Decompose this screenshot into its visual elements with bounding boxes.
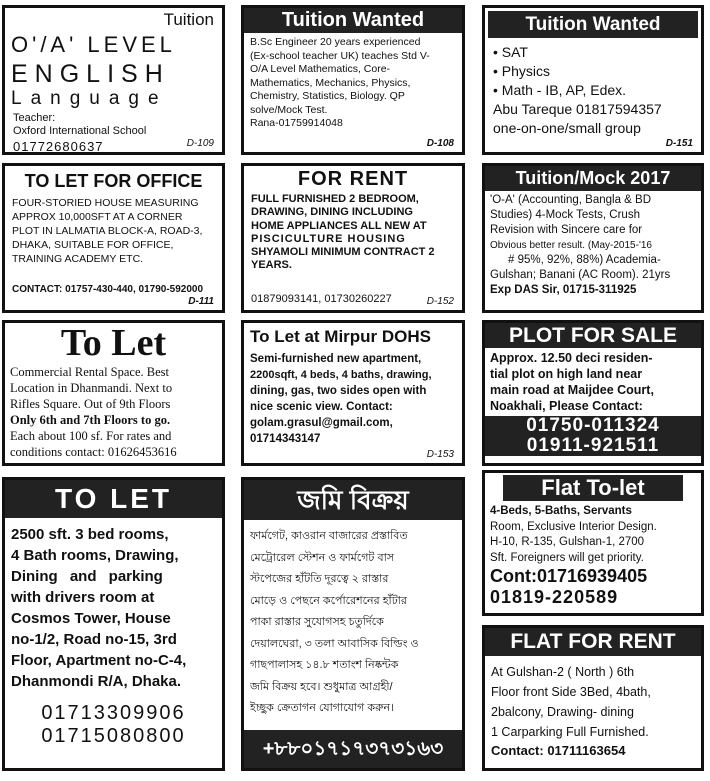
body-line: Revision with Sincere care for	[490, 224, 643, 236]
contact-line: Abu Tareque 01817594357	[493, 101, 662, 117]
body-line: Each about 100 sf. For rates and	[10, 429, 172, 443]
body-line: Floor, Apartment no-C-4,	[11, 652, 187, 669]
body-line: Dining and parking	[11, 568, 163, 585]
body-line: B.Sc Engineer 20 years experienced	[250, 36, 421, 48]
body-line: (Ex-school teacher UK) teaches Std V-	[250, 49, 430, 62]
ad-title: Tuition Wanted	[488, 11, 698, 38]
body-line: 1 Carparking Full Furnished.	[491, 725, 649, 739]
body-line: মোড়ে ও পেছনে কর্পোরেশনের হাঁটার	[250, 594, 407, 607]
body-line: PISCICULTURE HOUSING	[251, 232, 406, 245]
body-line: 01714343147	[250, 433, 321, 445]
ad-code: D-152	[426, 296, 454, 307]
body-line: golam.grasul@gmail.com,	[250, 417, 393, 429]
ad-body	[485, 656, 701, 742]
body-line: FOUR-STORIED HOUSE MEASURING	[12, 197, 199, 209]
body-line: no-1/2, Road no-15, 3rd	[11, 631, 177, 648]
body-line: DRAWING, DINING INCLUDING	[251, 206, 413, 219]
ad-heading-line2: ENGLISH	[11, 60, 170, 88]
body-line: At Gulshan-2 ( North ) 6th	[491, 665, 635, 679]
body-line: পাকা রাস্তার সুযোগসহ চতুর্দিকে	[250, 616, 384, 628]
body-line: Sft. Foreigners will get priority.	[490, 551, 644, 564]
body-line: Room, Exclusive Interior Design.	[490, 520, 657, 533]
body-line: H-10, R-135, Gulshan-1, 2700	[490, 536, 645, 548]
body-line: 4 Bath rooms, Drawing,	[11, 547, 179, 564]
body-line: Dhanmondi R/A, Dhaka.	[11, 673, 182, 690]
ad-heading-line3: Language	[11, 88, 168, 109]
ad-body	[485, 191, 701, 298]
list-item: • SAT	[493, 44, 528, 60]
ad-to-let-cosmos	[2, 477, 225, 771]
body-line: conditions contact: 01626453616	[10, 445, 177, 459]
contact-line: 01879093141, 01730260227	[251, 293, 392, 305]
ad-body	[5, 518, 222, 692]
list-item: • Math - IB, AP, Edex.	[493, 82, 627, 98]
body-line: HOME APPLIANCES ALL NEW AT	[251, 219, 427, 232]
body-line: Commercial Rental Space. Best	[10, 365, 169, 379]
ad-to-let-office	[2, 163, 225, 313]
ad-body	[244, 33, 462, 134]
body-line: Noakhali, Please Contact:	[490, 399, 643, 413]
body-line: Location in Dhanmandi. Next to	[10, 381, 173, 395]
ad-body	[244, 520, 462, 720]
body-line: FULL FURNISHED 2 BEDROOM,	[251, 193, 419, 205]
body-line: with drivers room at	[11, 589, 155, 606]
ad-body	[5, 192, 222, 266]
ad-flat-for-rent-gulshan	[482, 625, 704, 771]
body-line: Mathematics, Mechanics, Physics,	[250, 76, 411, 89]
body-line: solve/Mock Test.	[250, 103, 328, 116]
ad-plot-for-sale	[482, 320, 704, 466]
phone-number: 01713309906	[41, 702, 186, 724]
body-line: Cosmos Tower, House	[11, 610, 171, 627]
ad-title: TO LET	[5, 480, 222, 518]
phone-number: +৮৮০১৭১৭৩৭৩১৬৩	[244, 730, 462, 768]
body-line: Rana-01759914048	[250, 117, 343, 129]
phone-number: 01819-220589	[490, 587, 619, 607]
body-line: মেট্রোরেল স্টেশন ও ফার্মগেট বাস	[250, 551, 395, 564]
ad-code: D-151	[665, 138, 693, 149]
body-line: YEARS.	[251, 259, 292, 272]
body-line: Floor front Side 3Bed, 4bath,	[491, 685, 651, 699]
body-line: 2500 sft. 3 bed rooms,	[11, 526, 169, 543]
body-line: জমি বিক্রয় হবে। শুধুমাত্র আগ্রহী/	[250, 680, 393, 693]
ad-title: Tuition Wanted	[244, 8, 462, 33]
body-line: Gulshan; Banani (AC Room). 21yrs	[490, 269, 671, 281]
body-line: ফার্মগেট, কাওরান বাজারের প্রস্তাবিত	[250, 530, 408, 542]
body-line: APPROX 10,000SFT AT A CORNER	[12, 211, 183, 223]
phone-number: 01772680637	[13, 139, 104, 154]
body-line: Semi-furnished new apartment,	[250, 353, 422, 365]
ad-tuition-wanted-engineer	[241, 5, 465, 155]
ad-flat-to-let-gulshan	[482, 470, 704, 616]
body-line: TRAINING ACADEMY ETC.	[12, 253, 144, 265]
ad-code: D-111	[188, 296, 214, 307]
body-line: dining, gas, two sides open with	[250, 385, 427, 397]
body-line: Obvious better result. (May-2015-'16	[490, 240, 652, 251]
ad-body	[244, 347, 462, 447]
ad-title: To Let	[60, 322, 167, 364]
body-line: ইচ্ছুক ক্রেতাগন যোগাযোগ করুন।	[250, 702, 395, 714]
body-line: স্টপেজের হাঁটতি দূরত্বে ২ রাস্তার	[250, 573, 389, 585]
ad-title: PLOT FOR SALE	[485, 323, 701, 348]
teacher-label: Teacher:	[13, 112, 56, 124]
ad-kicker: Tuition	[163, 10, 214, 29]
ad-title: FLAT FOR RENT	[485, 628, 701, 656]
ad-title: To Let at Mirpur DOHS	[250, 327, 432, 346]
ad-code: D-108	[426, 138, 454, 149]
phone-number: Cont:01716939405	[490, 566, 648, 586]
ad-title: TO LET FOR OFFICE	[24, 171, 203, 191]
contact-line: Contact: 01711163654	[491, 743, 626, 758]
ad-code: D-109	[186, 138, 214, 149]
body-line: Chemistry, Statistics, Biology. QP	[250, 90, 405, 102]
body-line: Only 6th and 7th Floors to go.	[10, 413, 171, 427]
list-item: • Physics	[493, 63, 551, 79]
contact-line: one-on-one/small group	[493, 120, 641, 136]
ad-land-sale-bangla	[241, 477, 465, 771]
body-line: 4-Beds, 5-Baths, Servants	[490, 505, 632, 517]
subject-list	[485, 38, 701, 138]
body-line: Studies) 4-Mock Tests, Crush	[490, 209, 640, 221]
ad-body	[485, 348, 701, 414]
ad-title: Flat To-let	[503, 475, 683, 501]
ad-to-let-dhanmandi	[2, 320, 225, 466]
body-line: DHAKA, SUITABLE FOR OFFICE,	[12, 239, 174, 251]
ad-heading-line1: O'/A' LEVEL	[11, 32, 176, 57]
ad-for-rent-shyamoli	[241, 163, 465, 313]
body-line: 2balcony, Drawing- dining	[491, 705, 634, 719]
body-line: PLOT IN LALMATIA BLOCK-A, ROAD-3,	[12, 225, 203, 237]
school-name: Oxford International School	[13, 125, 147, 137]
ad-title: FOR RENT	[297, 168, 409, 190]
ad-tuition-wanted-sat	[482, 5, 704, 155]
ad-body	[485, 501, 701, 566]
ad-title: জমি বিক্রয়	[244, 480, 462, 520]
body-line: গাছপালাসহ ১৪.৮ শতাংশ নিষ্কন্টক	[250, 659, 399, 671]
body-line: O/A Level Mathematics, Core-	[250, 63, 391, 75]
body-line: Approx. 12.50 deci residen-	[490, 351, 653, 365]
body-line: 2200sqft, 4 beds, 4 baths, drawing,	[250, 369, 432, 381]
body-line: দেয়ালঘেরা, ৩ তলা আবাসিক বিল্ডিং ও	[250, 637, 419, 650]
body-line: 'O-A' (Accounting, Bangla & BD	[490, 194, 651, 206]
phone-number: 01911-921511	[485, 436, 701, 456]
body-line: SHYAMOLI MINIMUM CONTRACT 2	[251, 246, 435, 259]
body-line: main road at Maijdee Court,	[490, 383, 654, 397]
body-line: nice scenic view. Contact:	[250, 401, 393, 413]
ad-body	[244, 191, 462, 273]
contact-line: CONTACT: 01757-430-440, 01790-592000	[12, 284, 204, 295]
body-line: tial plot on high land near	[490, 367, 643, 381]
ad-body	[5, 362, 222, 460]
phone-number: 01715080800	[41, 725, 186, 747]
ad-title: Tuition/Mock 2017	[485, 166, 701, 191]
ad-to-let-mirpur	[241, 320, 465, 466]
ad-code: D-153	[426, 449, 454, 460]
body-line: # 95%, 92%, 88%) Academia-	[508, 254, 661, 266]
ad-english-tuition	[2, 5, 225, 155]
body-line: Rifles Square. Out of 9th Floors	[10, 397, 171, 411]
body-line: Exp DAS Sir, 01715-311925	[490, 284, 637, 296]
ad-tuition-mock	[482, 163, 704, 313]
phone-number: 01750-011324	[485, 416, 701, 436]
